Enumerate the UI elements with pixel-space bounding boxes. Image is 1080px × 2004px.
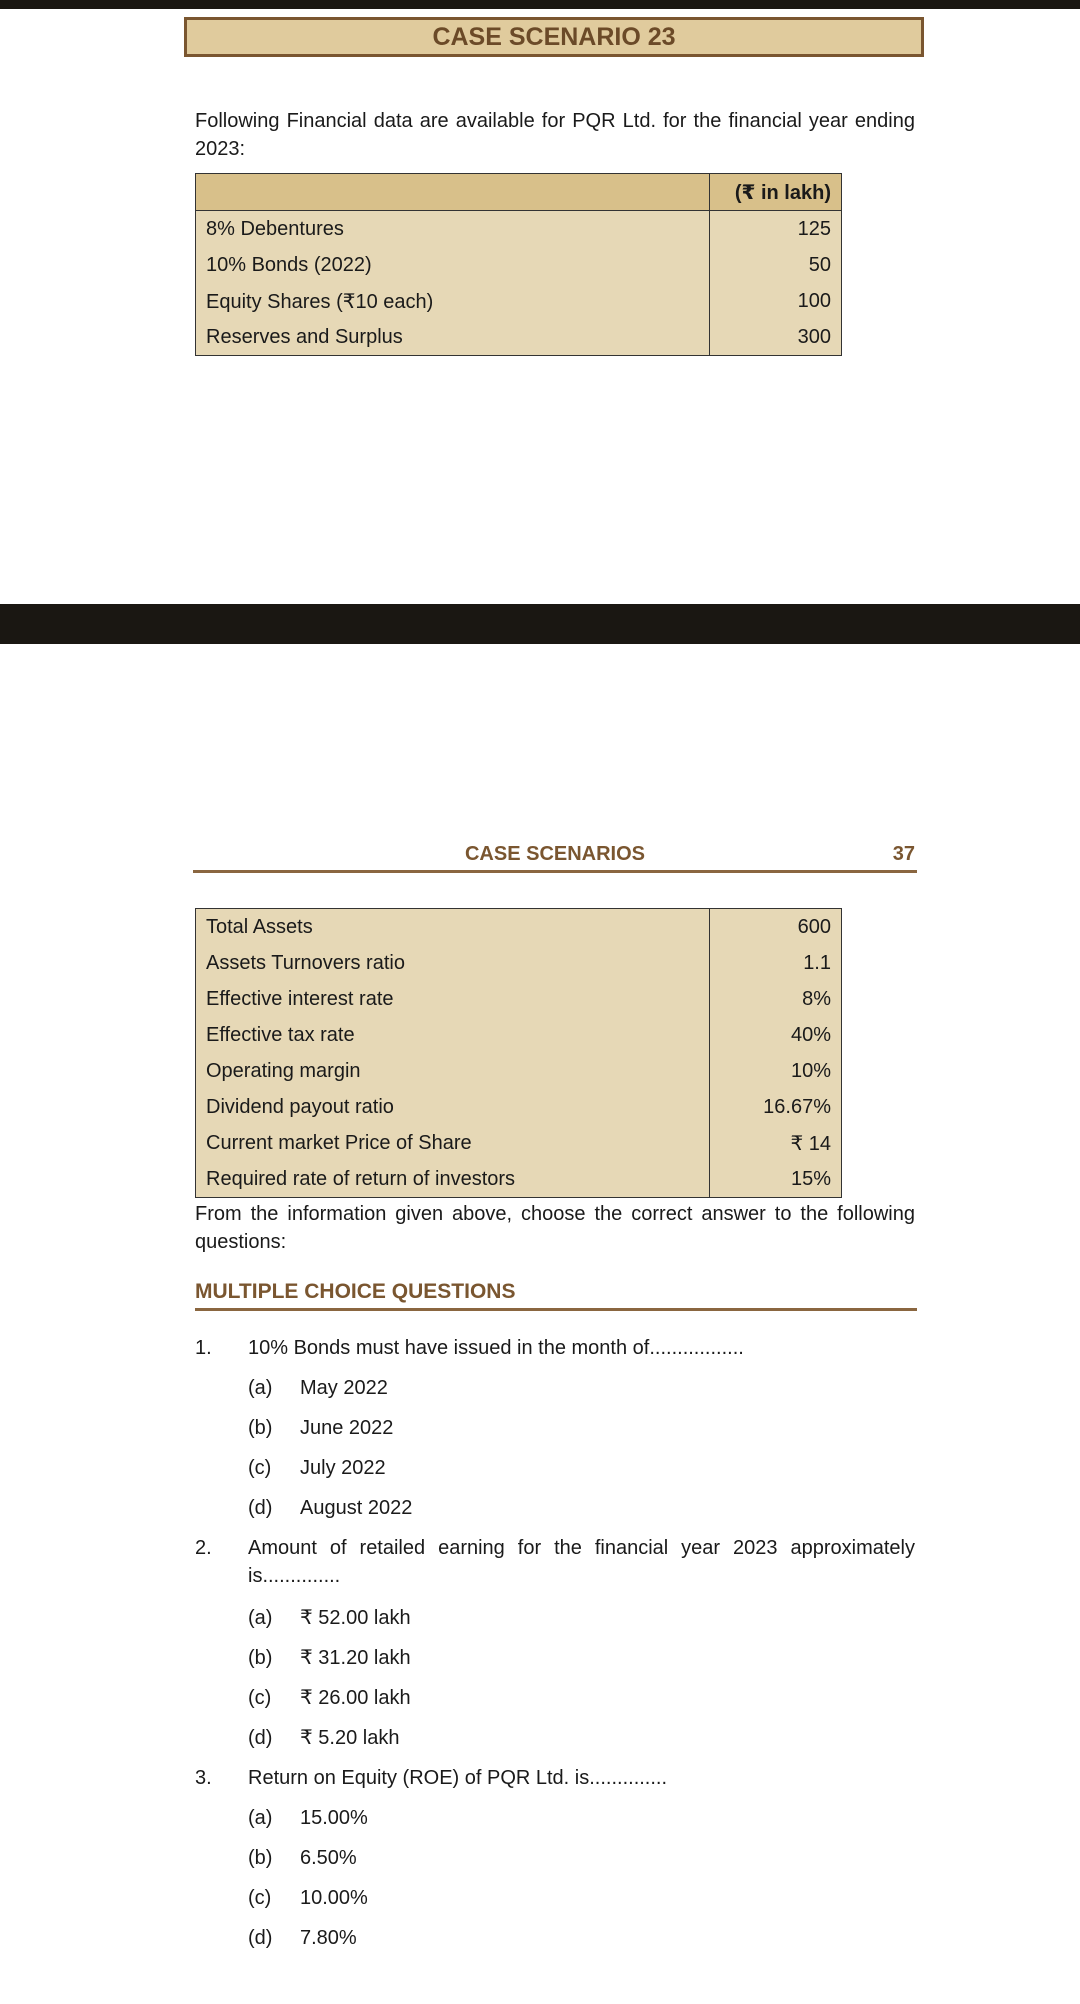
running-header-title: CASE SCENARIOS — [464, 843, 646, 865]
row-label: Effective interest rate — [196, 981, 710, 1017]
option-value: August 2022 — [300, 1497, 413, 1519]
row-value: 16.67% — [710, 1089, 842, 1125]
row-value: 125 — [710, 211, 842, 248]
running-header — [193, 838, 917, 873]
financial-table-2 — [195, 908, 842, 1198]
option-value: ₹ 52.00 lakh — [300, 1607, 411, 1629]
table-row — [196, 211, 842, 248]
option-letter: (c) — [248, 1887, 272, 1909]
table-row — [196, 1017, 842, 1053]
page-number: 37 — [892, 843, 915, 865]
option-letter: (c) — [248, 1457, 272, 1479]
table-row — [196, 1053, 842, 1089]
instruction-text: From the information given above, choose the correct answer to the following questions: — [195, 1203, 915, 1253]
row-value: 15% — [710, 1161, 842, 1198]
case-title: CASE SCENARIO 23 — [184, 17, 924, 57]
table-row — [196, 283, 842, 319]
option-value: May 2022 — [300, 1377, 388, 1399]
row-label: Total Assets — [196, 909, 710, 946]
option-value: 10.00% — [300, 1887, 368, 1909]
row-label: Current market Price of Share — [196, 1125, 710, 1161]
unit-header: (₹ in lakh) — [710, 174, 842, 211]
table-row — [196, 1089, 842, 1125]
row-label: Operating margin — [196, 1053, 710, 1089]
option-letter: (b) — [248, 1647, 273, 1669]
table-row — [196, 909, 842, 946]
row-value: 40% — [710, 1017, 842, 1053]
option-letter: (d) — [248, 1927, 273, 1949]
table-row — [196, 981, 842, 1017]
row-label: Assets Turnovers ratio — [196, 945, 710, 981]
option-letter: (a) — [248, 1377, 273, 1399]
financial-table-1 — [195, 173, 842, 356]
row-value: 10% — [710, 1053, 842, 1089]
option-value: ₹ 5.20 lakh — [300, 1727, 400, 1749]
option-value: ₹ 31.20 lakh — [300, 1647, 411, 1669]
table-row — [196, 1125, 842, 1161]
option-value: ₹ 26.00 lakh — [300, 1687, 411, 1709]
top-border — [0, 0, 1080, 9]
row-value: 8% — [710, 981, 842, 1017]
row-label: Required rate of return of investors — [196, 1161, 710, 1198]
row-value: 1.1 — [710, 945, 842, 981]
section-title: MULTIPLE CHOICE QUESTIONS — [195, 1276, 917, 1311]
table-row — [196, 1161, 842, 1198]
question-text: 10% Bonds must have issued in the month of................. — [248, 1337, 744, 1359]
option-letter: (a) — [248, 1607, 273, 1629]
question-text: Return on Equity (ROE) of PQR Ltd. is.............. — [248, 1767, 668, 1789]
option-letter: (b) — [248, 1417, 273, 1439]
header-blank-cell — [196, 174, 710, 211]
table-row — [196, 319, 842, 356]
row-value: 600 — [710, 909, 842, 946]
option-value: 6.50% — [300, 1847, 357, 1869]
row-label: Effective tax rate — [196, 1017, 710, 1053]
option-letter: (b) — [248, 1847, 273, 1869]
table-row — [196, 247, 842, 283]
option-letter: (d) — [248, 1727, 273, 1749]
table-row — [196, 945, 842, 981]
row-value: 50 — [710, 247, 842, 283]
option-value: 7.80% — [300, 1927, 357, 1949]
option-value: June 2022 — [300, 1417, 394, 1439]
option-value: 15.00% — [300, 1807, 368, 1829]
row-label: 10% Bonds (2022) — [196, 247, 710, 283]
row-label: 8% Debentures — [196, 211, 710, 248]
row-label: Reserves and Surplus — [196, 319, 710, 356]
row-value: 100 — [710, 283, 842, 319]
page-break-band — [0, 604, 1080, 644]
row-label: Equity Shares (₹10 each) — [196, 283, 710, 319]
option-letter: (d) — [248, 1497, 273, 1519]
option-letter: (a) — [248, 1807, 273, 1829]
option-letter: (c) — [248, 1687, 272, 1709]
intro-text: Following Financial data are available for PQR Ltd. for the financial year ending 2023: — [195, 110, 915, 160]
table-header-row — [196, 174, 842, 211]
row-label: Dividend payout ratio — [196, 1089, 710, 1125]
row-value: 300 — [710, 319, 842, 356]
option-value: July 2022 — [300, 1457, 386, 1479]
row-value: ₹ 14 — [710, 1125, 842, 1161]
question-number: 1. — [195, 1337, 212, 1359]
question-number: 2. — [195, 1537, 212, 1559]
question-number: 3. — [195, 1767, 212, 1789]
question-text: Amount of retailed earning for the financial year 2023 approximately is.............. — [248, 1537, 915, 1587]
